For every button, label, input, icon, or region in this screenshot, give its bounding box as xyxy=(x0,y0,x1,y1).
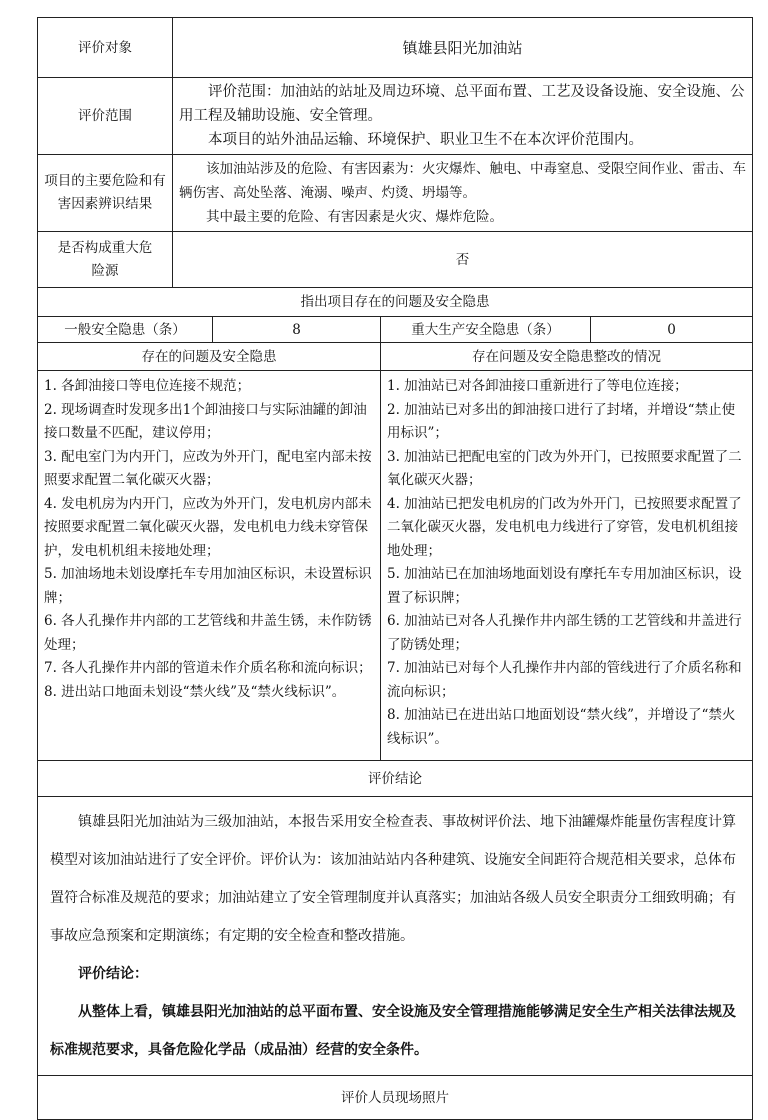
rectification-item: 6. 加油站已对各人孔操作井内部生锈的工艺管线和井盖进行了防锈处理； xyxy=(387,613,742,653)
evaluation-table xyxy=(37,17,753,1120)
hazards-label: 项目的主要危险和有害因素辨识结果 xyxy=(38,155,173,232)
conclusion-header: 评价结论 xyxy=(38,761,753,797)
eval-scope-label: 评价范围 xyxy=(38,78,173,155)
rectification-item: 3. 加油站已把配电室的门改为外开门，已按照要求配置了二氧化碳灭火器； xyxy=(387,448,742,488)
issue-item: 5. 加油场地未划设摩托车专用加油区标识，未设置标识牌； xyxy=(44,566,372,606)
hazards-para-1: 该加油站涉及的危险、有害因素为：火灾爆炸、触电、中毒窒息、受限空间作业、雷击、车辆伤害、高处坠落、淹溺、噪声、灼烫、坍塌等。 xyxy=(179,161,746,201)
hazards-para-2: 其中最主要的危险、有害因素是火灾、爆炸危险。 xyxy=(206,209,503,225)
issue-item: 1. 各卸油接口等电位连接不规范； xyxy=(44,378,251,394)
row-conclusion-body xyxy=(38,797,753,1076)
rectification-item: 1. 加油站已对各卸油接口重新进行了等电位连接； xyxy=(387,378,688,394)
row-hazards xyxy=(38,155,753,232)
eval-object-value: 镇雄县阳光加油站 xyxy=(173,18,753,78)
row-conclusion-header xyxy=(38,761,753,797)
issues-left-header: 存在的问题及安全隐患 xyxy=(38,343,381,371)
major-hazard-value: 否 xyxy=(173,232,753,288)
issue-item: 3. 配电室门为内开门，应改为外开门，配电室内部未按照要求配置二氧化碳灭火器； xyxy=(44,448,372,488)
row-eval-scope xyxy=(38,78,753,155)
issue-item: 6. 各人孔操作井内部的工艺管线和井盖生锈，未作防锈处理； xyxy=(44,613,372,653)
general-hazard-label: 一般安全隐患（条） xyxy=(38,317,213,343)
issues-list xyxy=(38,371,381,761)
conclusion-statement: 从整体上看，镇雄县阳光加油站的总平面布置、安全设施及安全管理措施能够满足安全生产相关法律法规及标准规范要求，具备危险化学品（成品油）经营的安全条件。 xyxy=(50,1004,736,1058)
major-hazard-count: 0 xyxy=(591,317,753,343)
issue-item: 4. 发电机房为内开门，应改为外开门，发电机房内部未按照要求配置二氧化碳灭火器，发电机电力线未穿管保护，发电机机组未接地处理； xyxy=(44,495,372,559)
rectification-item: 8. 加油站已在进出站口地面划设“禁火线”，并增设了“禁火线标识”。 xyxy=(387,707,736,747)
row-major-hazard xyxy=(38,232,753,288)
hazards-content xyxy=(173,155,753,232)
rectification-item: 5. 加油站已在加油场地面划设有摩托车专用加油区标识，设置了标识牌； xyxy=(387,566,742,606)
row-counts xyxy=(38,317,753,343)
issues-header: 指出项目存在的问题及安全隐患 xyxy=(38,288,753,317)
general-hazard-count: 8 xyxy=(213,317,381,343)
photos-header: 评价人员现场照片 xyxy=(38,1076,753,1120)
row-issues-header xyxy=(38,288,753,317)
rectification-item: 7. 加油站已对每个人孔操作井内部的管线进行了介质名称和流向标识； xyxy=(387,660,742,700)
rectification-item: 2. 加油站已对多出的卸油接口进行了封堵，并增设“禁止使用标识”； xyxy=(387,401,736,441)
row-issues-lists xyxy=(38,371,753,761)
issue-item: 7. 各人孔操作井内部的管道未作介质名称和流向标识； xyxy=(44,660,372,676)
eval-scope-para-1: 评价范围：加油站的站址及周边环境、总平面布置、工艺及设备设施、安全设施、公用工程及辅助设施、安全管理。 xyxy=(179,84,745,124)
eval-scope-content xyxy=(173,78,753,155)
row-eval-object xyxy=(38,18,753,78)
issue-item: 8. 进出站口地面未划设“禁火线”及“禁火线标识”。 xyxy=(44,683,346,700)
row-issues-column-headers xyxy=(38,343,753,371)
major-hazard-label: 是否构成重大危险源 xyxy=(38,232,173,288)
rectification-item: 4. 加油站已把发电机房的门改为外开门，已按照要求配置了二氧化碳灭火器，发电机电力线进行了穿管，发电机机组接地处理； xyxy=(387,495,742,559)
issue-item: 2. 现场调查时发现多出1个卸油接口与实际油罐的卸油接口数量不匹配，建议停用； xyxy=(44,401,367,441)
conclusion-subtitle: 评价结论： xyxy=(78,966,148,982)
eval-scope-para-2: 本项目的站外油品运输、环境保护、职业卫生不在本次评价范围内。 xyxy=(208,132,643,148)
evaluation-summary-sheet xyxy=(37,17,752,1120)
rectification-list xyxy=(381,371,753,761)
issues-right-header: 存在问题及安全隐患整改的情况 xyxy=(381,343,753,371)
eval-object-label: 评价对象 xyxy=(38,18,173,78)
conclusion-content xyxy=(38,797,753,1076)
row-photos-header xyxy=(38,1076,753,1120)
major-hazard-count-label: 重大生产安全隐患（条） xyxy=(381,317,591,343)
conclusion-body: 镇雄县阳光加油站为三级加油站，本报告采用安全检查表、事故树评价法、地下油罐爆炸能量伤害程度计算模型对该加油站进行了安全评价。评价认为：该加油站站内各种建筑、设施安全间距符合规范相关要求，总体布置符合标准及规范的要求；加油站建立了安全管理制度并认真落实；加油站各级人员安全职责分工细致明确；有事故应急预案和定期演练；有定期的安全检查和整改措施。 xyxy=(50,814,736,944)
